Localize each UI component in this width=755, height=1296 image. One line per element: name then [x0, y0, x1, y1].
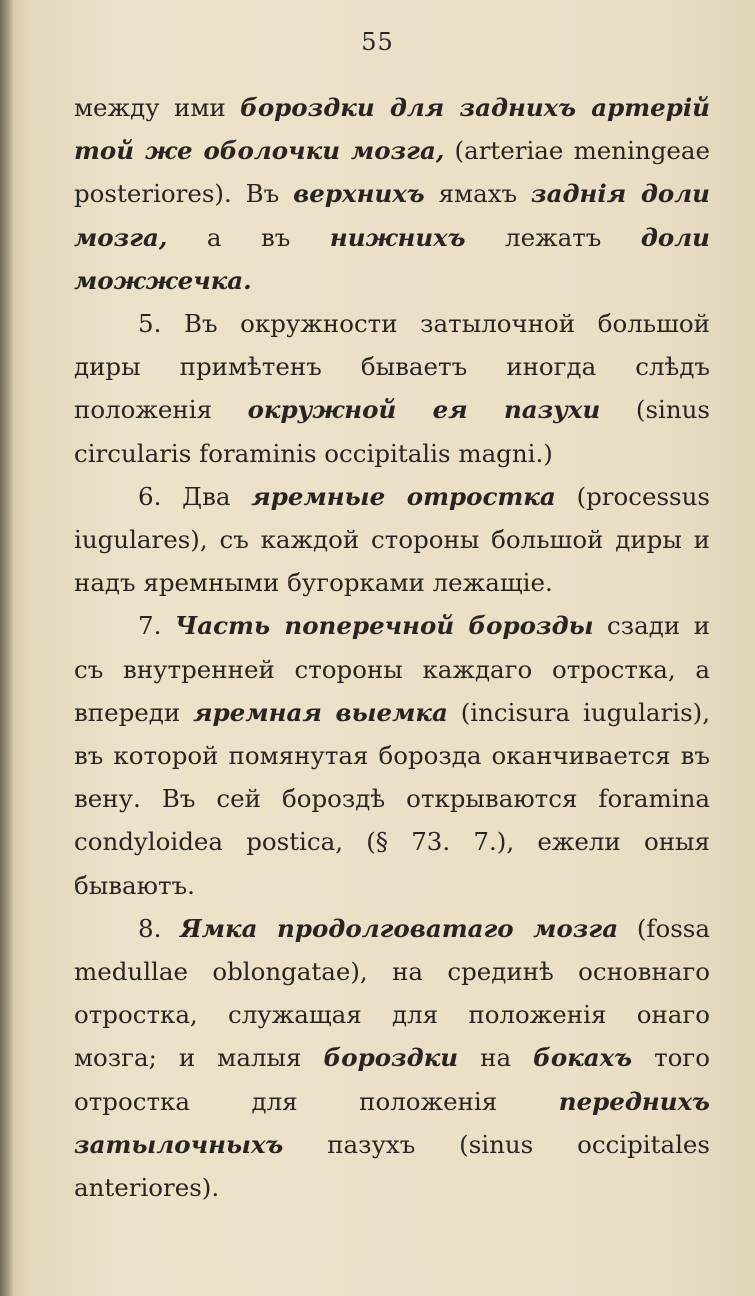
text-run: а въ [167, 222, 330, 252]
text-run: пазухъ (sinus occipitales anteriores). [74, 1129, 710, 1203]
text-run: ямахъ [424, 179, 532, 209]
text-run: сзади и съ внутренней стороны каждаго отростка, а впереди [74, 611, 710, 727]
text-run: (arteriae meningeae posteriores). Въ [74, 136, 710, 209]
text-run: 6. Два [138, 481, 252, 511]
italic-term: бороздки [323, 1043, 459, 1073]
paragraph-item-5 [74, 302, 710, 475]
italic-term: доли можжечка. [74, 222, 710, 295]
text-run: на [458, 1043, 534, 1073]
italic-term: Часть поперечной борозды [174, 611, 594, 641]
italic-term: яремная выемка [193, 697, 448, 727]
italic-term: бокахъ [533, 1043, 633, 1073]
text-run: между ими [74, 93, 241, 122]
italic-term: верхнихъ [293, 179, 425, 209]
paragraph-item-7 [74, 604, 710, 906]
text-run: (processus iugulares), съ каждой стороны большой диры и надъ яремными бугорками лежащіе. [74, 481, 710, 598]
italic-term: нижнихъ [329, 222, 466, 252]
paragraph-item-6 [74, 475, 710, 605]
italic-term: бороздки для заднихъ артерій той же оболочки мозга, [74, 93, 710, 166]
text-run: 8. [138, 913, 181, 943]
text-run: 7. [138, 611, 175, 641]
text-run: (fossa medullae oblongatae), на срединѣ основнаго отростка, служащая для положенія онаго мозга; и малыя [74, 913, 710, 1073]
italic-term: переднихъ затылочныхъ [74, 1086, 710, 1159]
text-run: того отростка для положенія [74, 1043, 710, 1116]
text-run: 5. Въ окружности затылочной большой диры примѣтенъ бываетъ иногда слѣдъ положенія [74, 309, 710, 425]
paragraph-continuation [74, 86, 710, 302]
italic-term: окружной ея пазухи [247, 395, 601, 425]
text-run: лежатъ [465, 222, 641, 252]
text-run: (incisura iugularis), въ которой помянутая борозда оканчивается въ вену. Въ сей бороздѣ открываются foramina condyloidea postica, (§ 73. 7.), ежели оныя бываютъ. [74, 697, 710, 900]
text-run: (sinus circularis foraminis occipitalis magni.) [74, 395, 710, 468]
paragraph-item-8 [74, 907, 710, 1209]
italic-term: яремные отростка [251, 481, 556, 511]
page-gutter-shadow [0, 0, 14, 1296]
italic-term: Ямка продолговатаго мозга [180, 913, 619, 943]
page-number: 55 [361, 28, 394, 56]
italic-term: заднія доли мозга, [74, 179, 710, 252]
body-text [74, 86, 710, 1209]
